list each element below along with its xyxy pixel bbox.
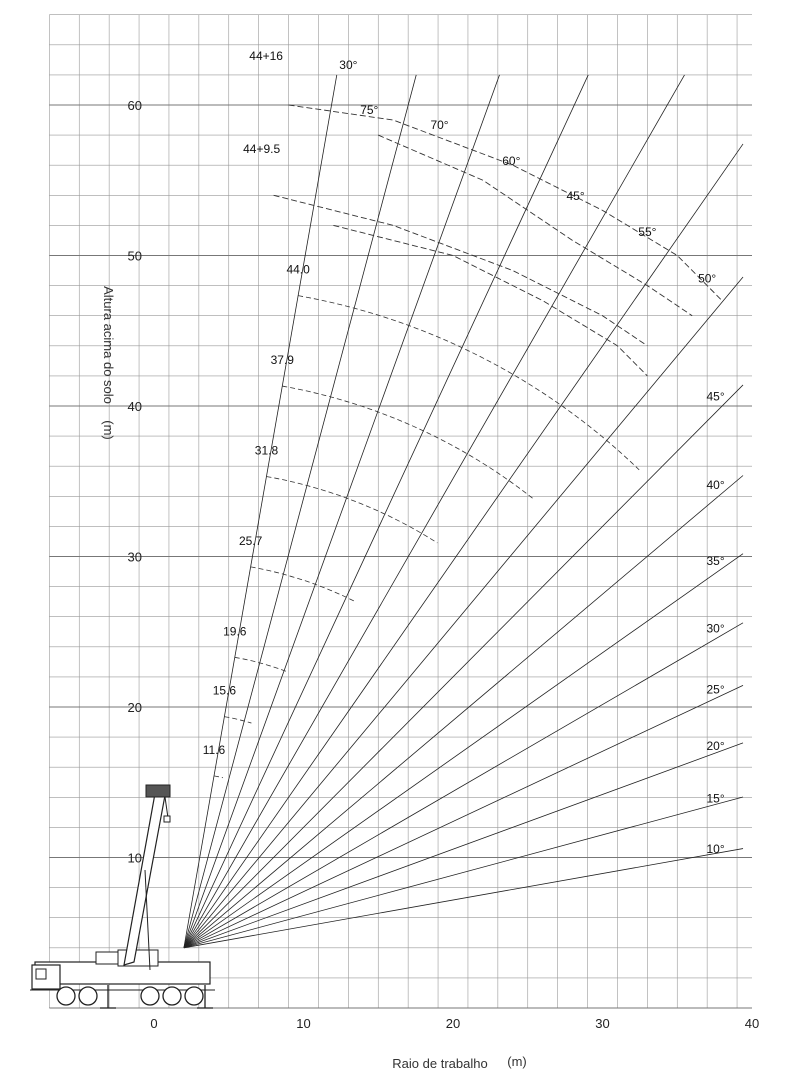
boom-angle-ray (184, 682, 743, 947)
boom-length-label: 19.6 (223, 624, 247, 639)
jib-curve (333, 225, 647, 376)
angle-label: 10° (706, 841, 725, 856)
jib-angle-label: 55° (638, 224, 657, 239)
boom-length-arc (224, 717, 251, 723)
jib-curve (289, 105, 723, 301)
boom-angle-ray (184, 75, 500, 948)
boom-angle-ray (184, 797, 743, 948)
jib-offset-label: 30° (339, 57, 358, 72)
jib-config-label: 44+16 (249, 48, 283, 63)
jib-angle-label: 45° (566, 188, 585, 203)
angle-label: 15° (706, 791, 725, 806)
jib-curve (274, 195, 648, 345)
angle-label: 45° (706, 389, 725, 404)
x-tick-label: 10 (296, 1016, 311, 1031)
angle-label: 35° (706, 554, 725, 569)
boom-length-arc (298, 296, 639, 470)
boom-length-arc (214, 776, 223, 778)
x-tick-label: 30 (595, 1016, 610, 1031)
y-tick-label: 30 (127, 549, 142, 565)
boom-length-arc (251, 567, 355, 602)
boom-length-label: 31.8 (254, 443, 279, 458)
jib-angle-label: 75° (360, 103, 379, 118)
angle-label: 25° (706, 682, 725, 697)
boom-angle-ray (184, 75, 685, 948)
y-tick-label: 60 (127, 98, 142, 113)
boom-length-label: 44.0 (286, 262, 310, 277)
jib-angle-label: 50° (698, 271, 717, 286)
angle-label: 30° (706, 621, 725, 636)
jib-angle-label: 70° (430, 118, 449, 133)
x-tick-label: 40 (744, 1016, 760, 1031)
jib-config-label: 44+9.5 (243, 142, 281, 157)
y-tick-label: 40 (127, 399, 142, 414)
y-tick-label: 10 (127, 850, 142, 866)
angle-label: 40° (706, 477, 725, 492)
boom-angle-ray (184, 623, 743, 948)
boom-angle-ray (184, 743, 743, 948)
y-axis-unit: (m) (101, 420, 116, 440)
boom-length-label: 11.6 (202, 742, 226, 757)
x-tick-label: 20 (445, 1016, 461, 1031)
boom-angle-rays (184, 75, 743, 948)
axis-tick-labels (128, 98, 760, 1031)
boom-length-label: 37.9 (270, 353, 294, 368)
x-axis-unit: (m) (507, 1054, 527, 1069)
boom-length-arc (282, 386, 532, 498)
boom-length-label: 15.6 (212, 683, 237, 698)
y-tick-label: 20 (127, 700, 142, 715)
x-axis-title: Raio de trabalho (392, 1056, 488, 1071)
grid (49, 15, 752, 1008)
boom-angle-ray (184, 75, 416, 948)
boom-length-arcs (214, 296, 639, 778)
chart-labels (203, 49, 725, 856)
x-tick-label: 0 (150, 1016, 158, 1031)
crane-truck-drawing (30, 785, 215, 1008)
boom-length-label: 25.7 (238, 533, 263, 548)
angle-label: 20° (706, 738, 725, 753)
jib-angle-label: 60° (502, 154, 521, 169)
boom-length-arc (266, 476, 437, 542)
y-axis-title: Altura acima do solo (101, 286, 116, 404)
y-tick-label: 50 (127, 248, 142, 264)
